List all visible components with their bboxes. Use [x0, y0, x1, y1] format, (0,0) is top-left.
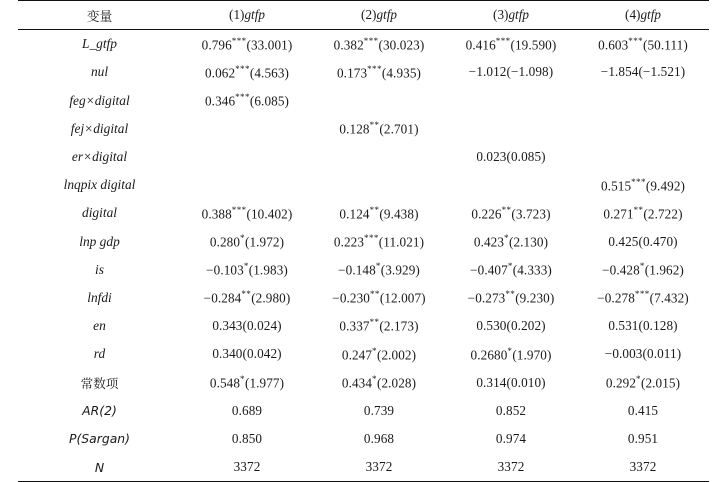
table-cell	[313, 171, 445, 199]
table-cell	[577, 284, 709, 312]
row-label: feg×digital	[69, 92, 130, 108]
test-statistic: (6.085)	[249, 93, 290, 109]
coefficient: 0.530	[476, 318, 507, 334]
coefficient: 0.515	[600, 177, 632, 193]
table-row	[18, 284, 709, 312]
coefficient: 0.023	[476, 149, 507, 165]
table-cell	[577, 115, 709, 143]
coefficient: 0.314	[476, 374, 507, 390]
header-row	[18, 1, 709, 30]
coefficient: 0.416	[465, 36, 496, 52]
test-statistic: (0.128)	[638, 318, 678, 334]
coefficient: 0.247	[341, 347, 373, 363]
coefficient: 3372	[365, 459, 393, 475]
table-cell	[181, 425, 313, 453]
coefficient: 0.425	[608, 233, 639, 249]
test-statistic: (1.972)	[244, 234, 285, 250]
significance-stars: ***	[367, 63, 382, 74]
table-body	[18, 30, 709, 482]
test-statistic: (11.021)	[378, 234, 425, 250]
test-statistic: (4.563)	[249, 65, 290, 81]
table-cell	[181, 256, 313, 284]
coefficient: 0.382	[333, 36, 364, 52]
row-label: digital	[82, 205, 117, 221]
test-statistic: (1.962)	[644, 262, 684, 278]
coefficient: 0.173	[336, 65, 368, 81]
header-model-3-num: (3)	[493, 7, 509, 23]
significance-stars: *	[372, 373, 377, 384]
coefficient: 0.340	[212, 346, 243, 362]
table-row	[18, 312, 709, 340]
row-label: lnp gdp	[79, 233, 120, 249]
table-cell	[445, 368, 577, 396]
table-cell	[577, 453, 709, 482]
significance-stars: **	[633, 204, 644, 215]
header-model-1	[181, 1, 313, 30]
row-label: P(Sargan)	[68, 431, 130, 447]
coefficient: 3372	[233, 459, 261, 475]
row-label: rd	[93, 346, 106, 362]
coefficient: −0.284	[203, 290, 242, 306]
table-cell	[313, 30, 445, 59]
significance-stars: ***	[363, 35, 379, 46]
significance-stars: **	[241, 289, 252, 300]
coefficient: 0.346	[204, 93, 236, 109]
coefficient: 0.974	[495, 430, 527, 446]
header-model-4-num: (4)	[625, 7, 641, 23]
table-row	[18, 340, 709, 368]
table-cell	[181, 115, 313, 143]
coefficient: −0.278	[597, 290, 635, 306]
coefficient: −0.103	[206, 262, 244, 278]
coefficient: 0.271	[603, 206, 634, 222]
table-cell	[577, 340, 709, 368]
coefficient: −1.012	[468, 64, 507, 80]
table-cell	[445, 425, 577, 453]
coefficient: 0.796	[201, 36, 232, 52]
coefficient: 0.739	[363, 402, 395, 418]
coefficient: 0.850	[231, 430, 263, 446]
table-cell	[577, 143, 709, 171]
row-label: is	[95, 261, 104, 277]
table-cell	[181, 143, 313, 171]
header-variable: 变量	[18, 1, 181, 30]
test-statistic: (1.983)	[248, 262, 288, 278]
test-statistic: (3.723)	[511, 206, 551, 222]
header-model-3	[445, 1, 577, 30]
table-cell	[445, 228, 577, 256]
test-statistic: (2.173)	[379, 318, 419, 334]
table-cell	[577, 368, 709, 396]
table-row	[18, 30, 709, 59]
coefficient: 0.968	[363, 430, 395, 446]
table-cell	[445, 453, 577, 482]
test-statistic: (33.001)	[246, 36, 293, 52]
test-statistic: (9.438)	[379, 206, 419, 222]
table-cell	[313, 425, 445, 453]
test-statistic: (2.701)	[379, 121, 419, 137]
coefficient: 0.2680	[470, 347, 508, 363]
significance-stars: *	[240, 232, 245, 243]
significance-stars: **	[370, 289, 380, 300]
coefficient: 3372	[629, 459, 657, 475]
table-cell	[445, 30, 577, 59]
header-model-2	[313, 1, 445, 30]
table-cell	[181, 87, 313, 115]
table-cell	[313, 199, 445, 227]
table-cell	[313, 115, 445, 143]
table-cell	[181, 284, 313, 312]
test-statistic: (0.085)	[506, 149, 546, 165]
table-cell	[313, 228, 445, 256]
row-label: AR(2)	[82, 403, 117, 419]
test-statistic: (2.015)	[640, 375, 681, 391]
table-cell	[313, 143, 445, 171]
row-label: lnqpix digital	[63, 177, 136, 193]
table-cell	[181, 368, 313, 396]
table-cell	[181, 30, 313, 59]
coefficient: 0.603	[598, 36, 629, 52]
table-row	[18, 425, 709, 453]
coefficient: 0.062	[204, 65, 236, 81]
row-label: en	[93, 318, 106, 334]
row-label: er×digital	[71, 149, 128, 165]
table-row	[18, 171, 709, 199]
significance-stars: **	[369, 120, 380, 131]
test-statistic: (0.202)	[506, 318, 546, 334]
significance-stars: *	[639, 261, 645, 272]
header-model-4	[577, 1, 709, 30]
table-row	[18, 368, 709, 396]
coefficient: 0.337	[339, 318, 370, 334]
coefficient: 0.343	[212, 318, 243, 334]
test-statistic: (−1.098)	[506, 64, 554, 80]
significance-stars: *	[243, 261, 249, 272]
significance-stars: **	[369, 204, 380, 215]
significance-stars: *	[372, 345, 377, 356]
table-cell	[181, 340, 313, 368]
significance-stars: *	[375, 261, 381, 272]
table-cell	[445, 256, 577, 284]
coefficient: 0.124	[339, 206, 370, 222]
regression-table	[18, 0, 709, 482]
header-model-1-dep: gtfp	[244, 7, 265, 23]
table-cell	[313, 284, 445, 312]
table-row	[18, 115, 709, 143]
coefficient: −0.428	[602, 262, 640, 278]
table-row	[18, 87, 709, 115]
table-cell	[181, 171, 313, 199]
coefficient: 0.280	[209, 234, 241, 250]
table-row	[18, 453, 709, 482]
significance-stars: ***	[231, 35, 247, 46]
test-statistic: (1.977)	[244, 375, 285, 391]
significance-stars: *	[504, 232, 509, 243]
coefficient: 0.423	[473, 234, 505, 250]
test-statistic: (3.929)	[380, 262, 420, 278]
table-cell	[181, 199, 313, 227]
coefficient: −0.148	[338, 262, 376, 278]
table-cell	[445, 312, 577, 340]
table-row	[18, 199, 709, 227]
table-row	[18, 143, 709, 171]
coefficient: 0.415	[627, 402, 659, 418]
table-cell	[445, 143, 577, 171]
test-statistic: (9.230)	[515, 290, 555, 306]
test-statistic: (2.028)	[376, 375, 417, 391]
coefficient: 0.689	[231, 402, 263, 418]
table-cell	[313, 340, 445, 368]
test-statistic: (30.023)	[378, 36, 425, 52]
significance-stars: *	[507, 345, 513, 356]
table-cell	[181, 58, 313, 86]
table-cell	[313, 453, 445, 482]
table-row	[18, 256, 709, 284]
coefficient: 0.531	[608, 318, 639, 334]
test-statistic: (19.590)	[510, 36, 557, 52]
table-cell	[445, 284, 577, 312]
table-cell	[577, 30, 709, 59]
test-statistic: (0.042)	[242, 346, 282, 362]
row-label: fej×digital	[70, 120, 129, 136]
coefficient: −1.854	[600, 64, 639, 80]
coefficient: −0.407	[470, 262, 508, 278]
table-cell	[313, 256, 445, 284]
table-cell	[577, 171, 709, 199]
table-cell	[577, 425, 709, 453]
table-cell	[577, 228, 709, 256]
header-model-2-dep: gtfp	[376, 7, 397, 23]
header-model-3-dep: gtfp	[508, 7, 529, 23]
table-row	[18, 58, 709, 86]
table-cell	[445, 340, 577, 368]
significance-stars: *	[240, 373, 245, 384]
header-model-2-num: (2)	[361, 7, 377, 23]
test-statistic: (9.492)	[645, 177, 686, 193]
coefficient: 0.292	[605, 375, 637, 391]
table-head	[18, 1, 709, 30]
significance-stars: ***	[631, 176, 646, 187]
coefficient: −0.230	[332, 290, 371, 306]
significance-stars: ***	[628, 35, 643, 46]
test-statistic: (2.722)	[643, 206, 683, 222]
table-cell	[577, 397, 709, 425]
table-cell	[313, 397, 445, 425]
table-cell	[577, 87, 709, 115]
significance-stars: ***	[634, 289, 650, 300]
row-label: N	[18, 453, 181, 482]
significance-stars: ***	[495, 35, 511, 46]
table-cell	[445, 115, 577, 143]
table-cell	[577, 256, 709, 284]
table-cell	[445, 87, 577, 115]
test-statistic: (50.111)	[643, 36, 688, 52]
coefficient: 0.548	[209, 375, 241, 391]
significance-stars: ***	[235, 91, 250, 102]
row-label: lnfdi	[87, 289, 112, 305]
table-cell	[313, 87, 445, 115]
test-statistic: (4.333)	[512, 262, 552, 278]
significance-stars: *	[636, 373, 641, 384]
table-cell	[313, 368, 445, 396]
table-cell	[577, 199, 709, 227]
test-statistic: (2.130)	[508, 234, 549, 250]
test-statistic: (7.432)	[649, 290, 689, 306]
coefficient: 0.128	[339, 121, 370, 137]
table-cell	[181, 312, 313, 340]
test-statistic: (1.970)	[512, 347, 552, 363]
test-statistic: (−1.521)	[638, 64, 686, 80]
coefficient: 0.852	[495, 402, 527, 418]
table-cell	[577, 58, 709, 86]
row-label: nul	[90, 64, 109, 80]
table-cell	[181, 397, 313, 425]
row-label: 常数项	[80, 376, 119, 392]
table-row	[18, 397, 709, 425]
test-statistic: (2.002)	[376, 347, 417, 363]
coefficient: 0.226	[471, 206, 502, 222]
table-cell	[181, 453, 313, 482]
test-statistic: (10.402)	[246, 206, 293, 222]
test-statistic: (0.011)	[642, 346, 682, 362]
coefficient: 0.434	[341, 375, 373, 391]
table-cell	[313, 58, 445, 86]
table-cell	[445, 171, 577, 199]
coefficient: 0.951	[627, 430, 659, 446]
table-row	[18, 228, 709, 256]
table-cell	[577, 312, 709, 340]
significance-stars: *	[507, 261, 513, 272]
table-cell	[445, 199, 577, 227]
table-cell	[445, 397, 577, 425]
table-cell	[313, 312, 445, 340]
test-statistic: (0.470)	[638, 233, 678, 249]
significance-stars: **	[369, 317, 380, 328]
test-statistic: (2.980)	[251, 290, 291, 306]
significance-stars: **	[505, 289, 516, 300]
coefficient: 3372	[497, 459, 525, 475]
significance-stars: ***	[364, 232, 379, 243]
test-statistic: (12.007)	[379, 290, 426, 306]
header-model-1-num: (1)	[229, 7, 245, 23]
test-statistic: (0.010)	[506, 374, 546, 390]
header-model-4-dep: gtfp	[640, 7, 661, 23]
table-cell	[445, 58, 577, 86]
significance-stars: **	[501, 204, 512, 215]
coefficient: −0.273	[467, 290, 506, 306]
coefficient: 0.388	[201, 206, 232, 222]
row-label: L_gtfp	[82, 36, 117, 52]
coefficient: 0.223	[333, 234, 365, 250]
significance-stars: ***	[231, 204, 247, 215]
significance-stars: ***	[235, 63, 250, 74]
coefficient: −0.003	[604, 346, 643, 362]
table-cell	[181, 228, 313, 256]
test-statistic: (4.935)	[381, 65, 422, 81]
test-statistic: (0.024)	[242, 318, 282, 334]
